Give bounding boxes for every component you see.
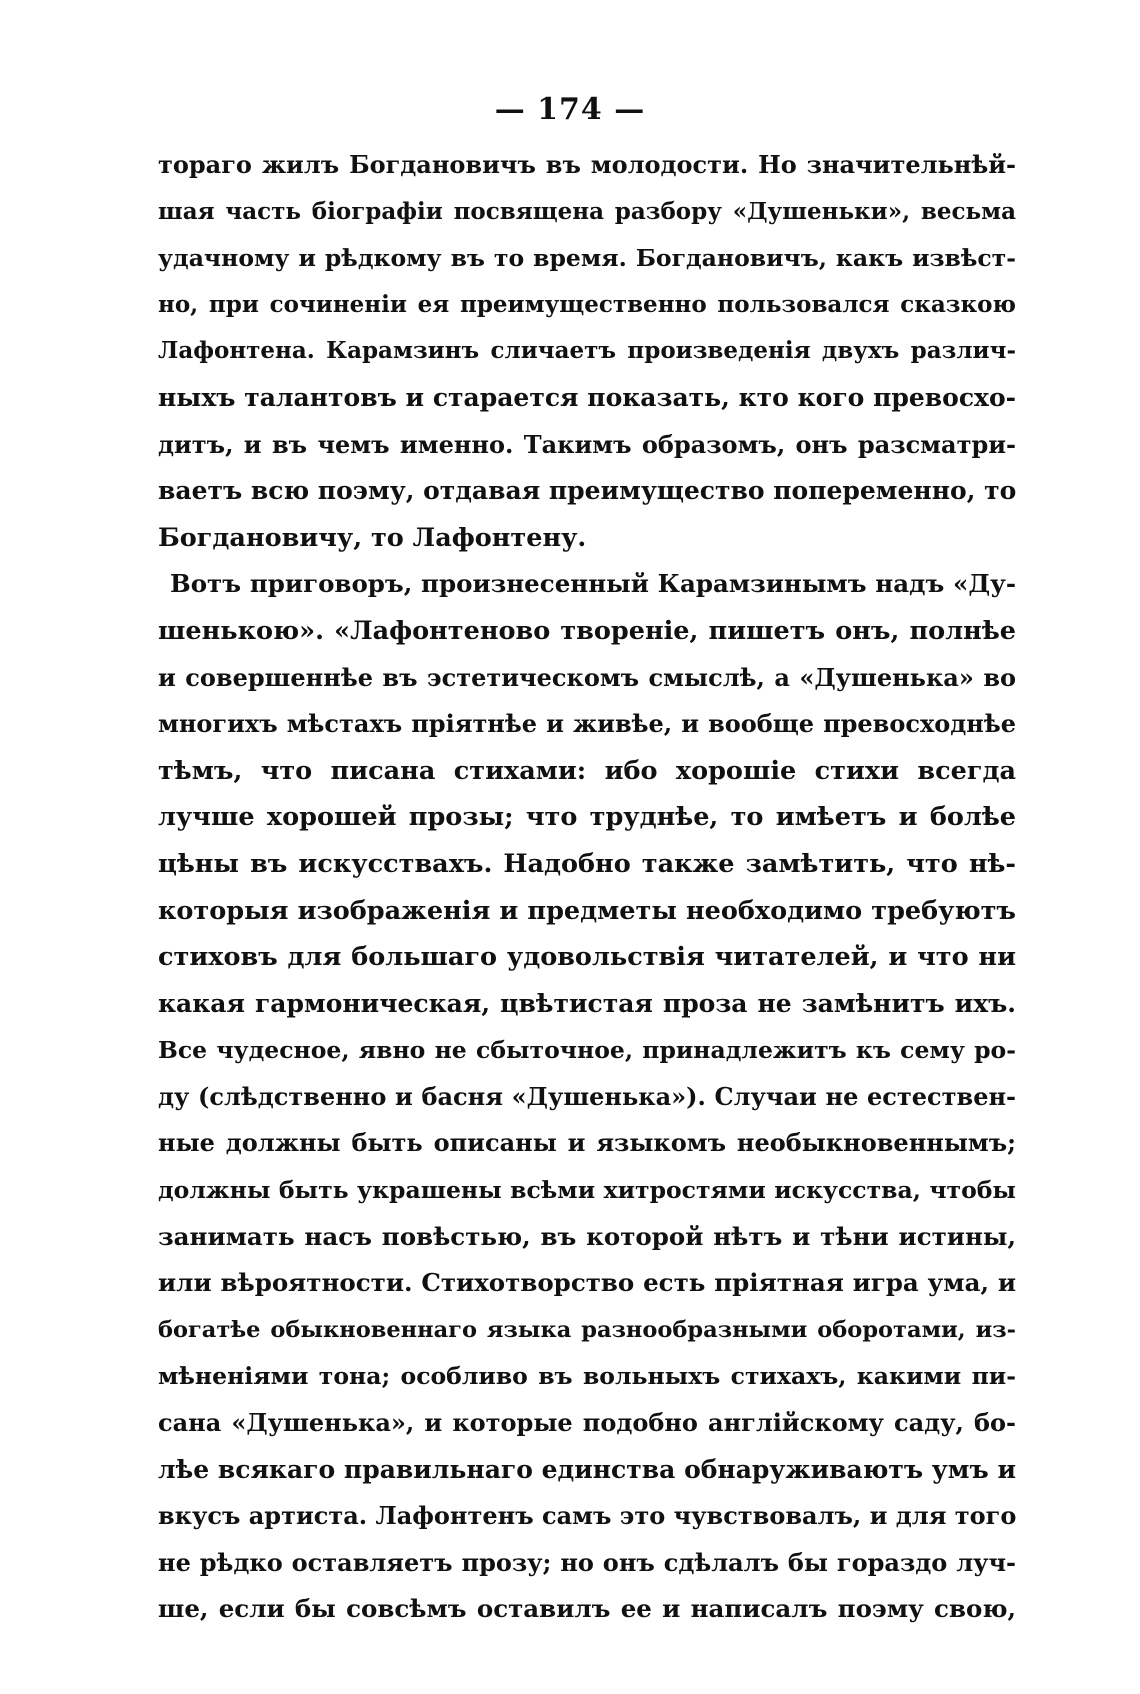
text-line: какая гармоническая, цвѣтистая проза не замѣнитъ ихъ. — [158, 988, 1016, 1018]
paragraph-end-line: Богдановичу, то Лафонтену. — [158, 522, 587, 553]
text-line: ду (слѣдственно и басня «Душенька»). Случаи не естествен- — [158, 1081, 1016, 1111]
text-line: или вѣроятности. Стихотворство есть пріятная игра ума, и — [158, 1268, 1016, 1298]
text-line: которыя изображенія и предметы необходимо требуютъ — [158, 895, 1016, 926]
text-line: шая часть біографіи посвящена разбору «Душеньки», весьма — [158, 197, 1016, 225]
text-line: ные должны быть описаны и языкомъ необыкновеннымъ; — [158, 1128, 1016, 1158]
text-line: тораго жилъ Богдановичъ въ молодости. Но значительнѣй- — [158, 150, 1016, 179]
text-line: стиховъ для большаго удовольствія читателей, и что ни — [158, 942, 1016, 973]
text-line: и совершеннѣе въ эстетическомъ смыслѣ, а «Душенька» во — [158, 662, 1016, 692]
text-line: лѣе всякаго правильнаго единства обнаруживаютъ умъ и — [158, 1454, 1016, 1484]
page-text — [158, 142, 1016, 1633]
text-line: ныхъ талантовъ и старается показать, кто кого превосхо- — [158, 382, 1016, 412]
text-line: Все чудесное, явно не сбыточное, принадлежитъ къ сему ро- — [158, 1036, 1016, 1065]
text-line: ше, если бы совсѣмъ оставилъ ее и написалъ поэму свою, — [158, 1594, 1016, 1624]
text-line: не рѣдко оставляетъ прозу; но онъ сдѣлалъ бы гораздо луч- — [158, 1547, 1016, 1577]
text-line: сана «Душенька», и которые подобно англійскому саду, бо- — [158, 1408, 1016, 1438]
text-line: многихъ мѣстахъ пріятнѣе и живѣе, и вообще превосходнѣе — [158, 709, 1016, 739]
text-line: шенькою». «Лафонтеново твореніе, пишетъ онъ, полнѣе — [158, 615, 1016, 646]
page-number: — 174 — — [494, 92, 646, 127]
text-line: лучше хорошей прозы; что труднѣе, то имѣетъ и болѣе — [158, 802, 1016, 833]
text-line: мѣненіями тона; особливо въ вольныхъ стихахъ, какими пи- — [158, 1362, 1016, 1391]
text-line: Лафонтена. Карамзинъ сличаетъ произведенія двухъ различ- — [158, 337, 1016, 365]
text-line: тѣмъ, что писана стихами: ибо хорошіе стихи всегда — [158, 755, 1016, 786]
text-line: цѣны въ искусствахъ. Надобно также замѣтить, что нѣ- — [158, 848, 1016, 879]
text-line: но, при сочиненіи ея преимущественно пользовался сказкою — [158, 290, 1016, 318]
text-line: ваетъ всю поэму, отдавая преимущество попеременно, то — [158, 476, 1016, 506]
text-line: богатѣе обыкновеннаго языка разнообразными оборотами, из- — [158, 1316, 1016, 1343]
text-line: вкусъ артиста. Лафонтенъ самъ это чувствовалъ, и для того — [158, 1501, 1016, 1531]
text-line: занимать насъ повѣстью, въ которой нѣтъ и тѣни истины, — [158, 1221, 1016, 1251]
paragraph-start-line: Вотъ приговоръ, произнесенный Карамзинымъ надъ «Ду- — [170, 569, 1016, 599]
text-line: должны быть украшены всѣми хитростями искусства, чтобы — [158, 1176, 1016, 1205]
text-line: дитъ, и въ чемъ именно. Такимъ образомъ, онъ разсматри- — [158, 429, 1016, 459]
text-line: удачному и рѣдкому въ то время. Богдановичъ, какъ извѣст- — [158, 244, 1016, 273]
